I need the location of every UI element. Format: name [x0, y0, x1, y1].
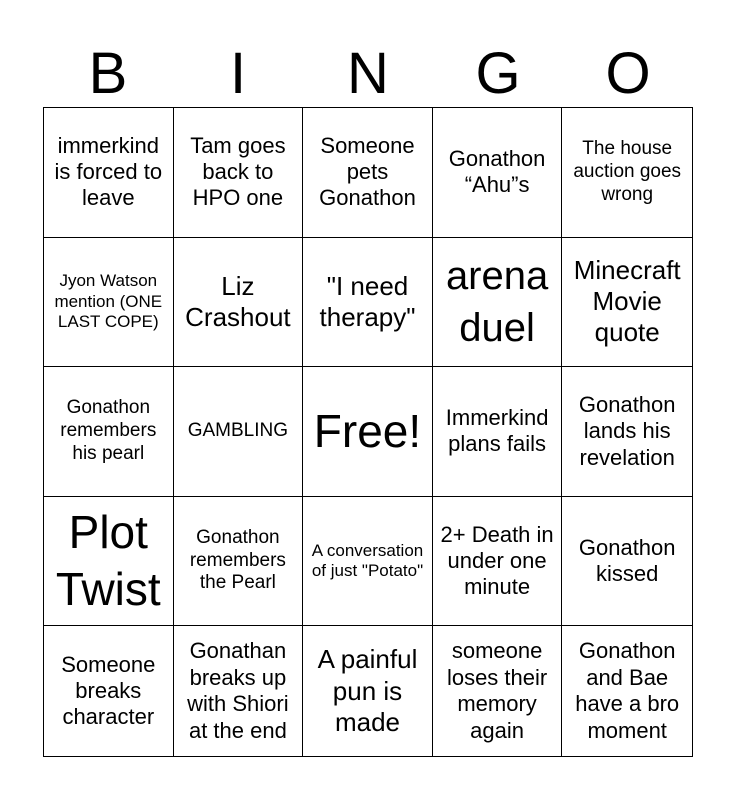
bingo-cell[interactable]: Gonathon lands his revelation	[562, 367, 692, 497]
bingo-cell[interactable]: 2+ Death in under one minute	[433, 497, 563, 627]
bingo-cell[interactable]: Gonathon and Bae have a bro moment	[575, 638, 680, 743]
header-letter-b: B	[88, 41, 128, 106]
bingo-cell[interactable]: "I need therapy"	[303, 238, 433, 368]
bingo-cell[interactable]: arena duel	[433, 238, 563, 368]
bingo-cell[interactable]: Immerkind plans fails	[433, 367, 563, 497]
bingo-cell[interactable]: A conversation of just "Potato"	[303, 497, 433, 627]
bingo-cell[interactable]: Tam goes back to HPO one	[174, 108, 304, 238]
bingo-cell[interactable]: Gonathon kissed	[562, 497, 692, 627]
bingo-cell[interactable]: A painful pun is made	[303, 626, 433, 756]
bingo-cell-free-space[interactable]: Free!	[303, 367, 433, 497]
header-letter-i: I	[229, 41, 247, 106]
bingo-cell[interactable]: someone loses their memory again	[433, 626, 563, 756]
bingo-cell[interactable]: Plot Twist	[44, 497, 174, 627]
bingo-board	[43, 107, 693, 757]
bingo-cell[interactable]: The house auction goes wrong	[562, 108, 692, 238]
bingo-cell[interactable]: Gonathan breaks up with Shiori at the end	[174, 626, 304, 756]
bingo-cell[interactable]: Someone pets Gonathon	[303, 108, 433, 238]
bingo-cell[interactable]: Minecraft Movie quote	[562, 238, 692, 368]
bingo-cell[interactable]: Gonathon remembers his pearl	[44, 367, 174, 497]
bingo-cell[interactable]: Gonathon remembers the Pearl	[174, 497, 304, 627]
bingo-cell[interactable]: GAMBLING	[174, 367, 304, 497]
bingo-cell[interactable]: Gonathon “Ahu”s	[433, 108, 563, 238]
header-letter-o: O	[605, 41, 651, 106]
bingo-cell[interactable]: Someone breaks character	[44, 626, 174, 756]
header-letter-g: G	[475, 41, 521, 106]
bingo-cell[interactable]: immerkind is forced to leave	[44, 108, 174, 238]
bingo-cell[interactable]: Jyon Watson mention (ONE LAST COPE)	[44, 238, 174, 368]
header-letter-n: N	[347, 41, 389, 106]
bingo-cell[interactable]: Liz Crashout	[174, 238, 304, 368]
bingo-header	[43, 42, 693, 106]
